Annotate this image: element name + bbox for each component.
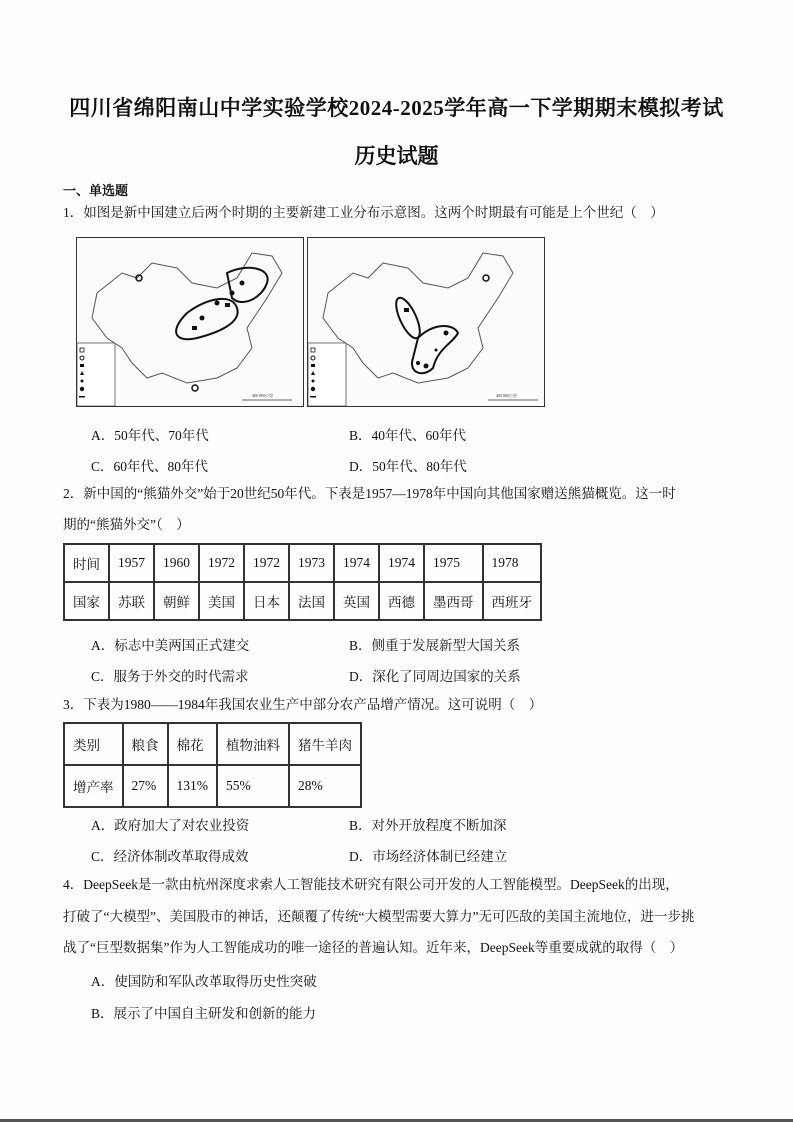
table-cell: 植物油料	[217, 723, 289, 765]
table-row	[64, 765, 361, 807]
table-cell: 131%	[168, 765, 218, 807]
table-cell: 英国	[334, 582, 379, 620]
table-row	[64, 723, 361, 765]
q3-option-c[interactable]: C．经济体制改革取得成效	[91, 849, 249, 864]
section-heading: 一、单选题	[63, 183, 129, 198]
question-2-stem-line2: 期的“熊猫外交”（ ）	[63, 517, 190, 532]
table-cell: 西德	[379, 582, 424, 620]
table-cell: 1973	[289, 544, 334, 582]
table-row	[64, 544, 541, 582]
china-map-icon	[77, 238, 303, 406]
svg-text:400 800公里: 400 800公里	[496, 393, 517, 398]
q2-option-d[interactable]: D．深化了同周边国家的关系	[349, 669, 521, 684]
table-cell: 苏联	[109, 582, 154, 620]
table-cell: 类别	[64, 723, 123, 765]
q1-option-c[interactable]: C．60年代、80年代	[91, 459, 209, 474]
table-cell: 1960	[154, 544, 199, 582]
table-cell: 1957	[109, 544, 154, 582]
q2-option-b[interactable]: B．侧重于发展新型大国关系	[349, 638, 521, 653]
q3-option-b[interactable]: B．对外开放程度不断加深	[349, 818, 507, 833]
table-cell: 1972	[199, 544, 244, 582]
table-cell: 27%	[123, 765, 168, 807]
document-title: 四川省绵阳南山中学实验学校2024-2025学年高一下学期期末模拟考试	[69, 96, 724, 120]
panda-diplomacy-table	[63, 543, 542, 621]
table-row	[64, 582, 541, 620]
q1-option-d[interactable]: D．50年代、80年代	[349, 459, 467, 474]
table-cell: 1974	[334, 544, 379, 582]
table-cell: 时间	[64, 544, 109, 582]
agriculture-growth-table	[63, 722, 362, 808]
table-cell: 朝鲜	[154, 582, 199, 620]
table-cell: 1974	[379, 544, 424, 582]
question-1-stem: 1．如图是新中国建立后两个时期的主要新建工业分布示意图。这两个时期最有可能是上个世纪（ ）	[63, 205, 664, 220]
q1-option-b[interactable]: B．40年代、60年代	[349, 428, 467, 443]
table-cell: 28%	[289, 765, 361, 807]
table-cell: 增产率	[64, 765, 123, 807]
table-cell: 1978	[483, 544, 542, 582]
question-4-stem-line2: 打破了“大模型”、美国股市的神话，还颠覆了传统“大模型需要大算力”无可匹敌的美国主流地位，进一步挑	[63, 909, 695, 924]
table-cell: 墨西哥	[424, 582, 483, 620]
svg-text:400 800公里: 400 800公里	[252, 393, 273, 398]
table-cell: 粮食	[123, 723, 168, 765]
table-cell: 1972	[244, 544, 289, 582]
table-cell: 西班牙	[483, 582, 542, 620]
q4-option-b[interactable]: B．展示了中国自主研发和创新的能力	[91, 1006, 317, 1021]
q2-option-c[interactable]: C．服务于外交的时代需求	[91, 669, 249, 684]
q4-option-a[interactable]: A．使国防和军队改革取得历史性突破	[91, 974, 317, 989]
question-2-stem-line1: 2．新中国的“熊猫外交”始于20世纪50年代。下表是1957—1978年中国向其他国家赠送熊猫概览。这一时	[63, 486, 676, 501]
table-cell: 日本	[244, 582, 289, 620]
china-map-icon	[308, 238, 544, 406]
q2-option-a[interactable]: A．标志中美两国正式建交	[91, 638, 250, 653]
table-cell: 美国	[199, 582, 244, 620]
question-4-stem-line3: 战了“巨型数据集”作为人工智能成功的唯一途径的普遍认知。近年来，DeepSeek等重要成就的取得（ ）	[63, 940, 684, 955]
q1-option-a[interactable]: A．50年代、70年代	[91, 428, 209, 443]
q3-option-a[interactable]: A．政府加大了对农业投资	[91, 818, 250, 833]
question-3-stem: 3．下表为1980——1984年我国农业生产中部分农产品增产情况。这可说明（ ）	[63, 697, 543, 712]
question-4-stem-line1: 4．DeepSeek是一款由杭州深度求索人工智能技术研究有限公司开发的人工智能模型。DeepSeek的出现，	[63, 877, 679, 892]
table-cell: 55%	[217, 765, 289, 807]
industry-map-right	[307, 237, 545, 407]
document-subtitle: 历史试题	[354, 144, 439, 168]
table-cell: 法国	[289, 582, 334, 620]
table-cell: 1975	[424, 544, 483, 582]
table-cell: 棉花	[168, 723, 218, 765]
table-cell: 猪牛羊肉	[289, 723, 361, 765]
industry-map-left	[76, 237, 304, 407]
table-cell: 国家	[64, 582, 109, 620]
q3-option-d[interactable]: D．市场经济体制已经建立	[349, 849, 508, 864]
